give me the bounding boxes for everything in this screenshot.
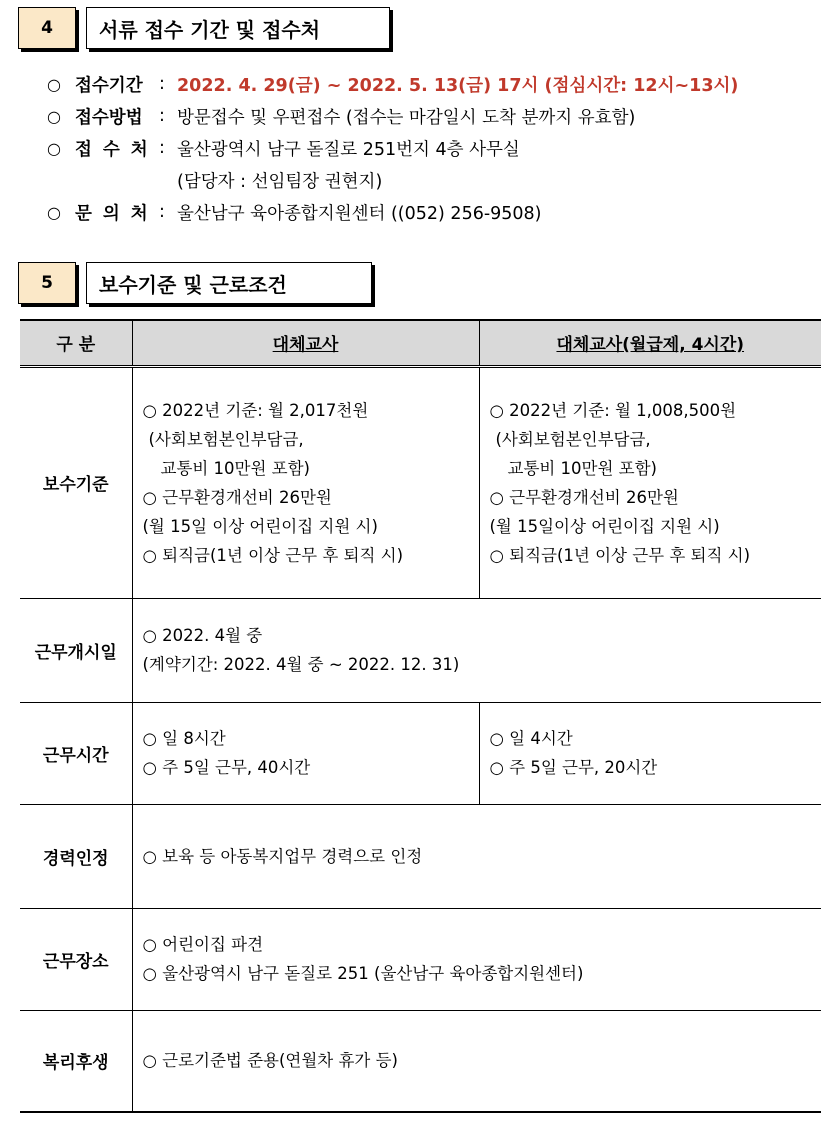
table-row bbox=[20, 702, 821, 804]
header-substitute-teacher-monthly: 대체교사(월급제, 4시간) bbox=[479, 320, 821, 366]
item-sub-value: (담당자 : 선임팀장 권현지) bbox=[177, 171, 383, 192]
table-row bbox=[20, 366, 821, 598]
table-row bbox=[20, 1010, 821, 1112]
place-content: ○ 어린이집 파견 ○ 울산광역시 남구 돋질로 251 (울산남구 육아종합지원센터) bbox=[132, 908, 821, 1010]
row-label-place: 근무장소 bbox=[20, 908, 132, 1010]
item-label: 문의처 bbox=[75, 203, 159, 224]
hours-col2: ○ 일 4시간 ○ 주 5일 근무, 20시간 bbox=[479, 702, 821, 804]
section-title: 서류 접수 기간 및 접수처 bbox=[86, 7, 390, 49]
table-row bbox=[20, 908, 821, 1010]
item-label: 접수방법 bbox=[75, 107, 143, 128]
list-item: ○ 접수처 : 울산광역시 남구 돋질로 251번지 4층 사무실 bbox=[47, 132, 827, 164]
section-title: 보수기준 및 근로조건 bbox=[86, 262, 372, 304]
table-header-row bbox=[20, 320, 821, 366]
row-label-career: 경력인정 bbox=[20, 804, 132, 908]
item-value: 2022. 4. 29(금) ~ 2022. 5. 13(금) 17시 (점심시간: 12시~13시) bbox=[177, 75, 739, 96]
list-item: ○ 문의처 : 울산남구 육아종합지원센터 ((052) 256-9508) bbox=[47, 196, 827, 228]
item-value: 방문접수 및 우편접수 (접수는 마감일시 도착 분까지 유효함) bbox=[177, 107, 636, 128]
start-content: ○ 2022. 4월 중 (계약기간: 2022. 4월 중 ~ 2022. 12. 31) bbox=[132, 598, 821, 702]
item-label: 접수처 bbox=[75, 139, 159, 160]
row-label-hours: 근무시간 bbox=[20, 702, 132, 804]
list-item: ○ 접수방법 : 방문접수 및 우편접수 (접수는 마감일시 도착 분까지 유효함) bbox=[47, 100, 827, 132]
section-number: 5 bbox=[18, 262, 76, 304]
row-label-pay: 보수기준 bbox=[20, 366, 132, 598]
list-item-sub bbox=[47, 164, 827, 196]
pay-col1: ○ 2022년 기준: 월 2,017천원 (사회보험본인부담금, 교통비 10만원 포함) ○ 근무환경개선비 26만원 (월 15일 이상 어린이집 지원 시) ○ 퇴직금(1년 이상 근무 후 퇴직 시) bbox=[132, 366, 479, 598]
application-info-list bbox=[47, 68, 827, 228]
header-category: 구 분 bbox=[20, 320, 132, 366]
circle-bullet-icon: ○ bbox=[47, 138, 61, 158]
row-label-start: 근무개시일 bbox=[20, 598, 132, 702]
row-label-welfare: 복리후생 bbox=[20, 1010, 132, 1112]
pay-col2: ○ 2022년 기준: 월 1,008,500원 (사회보험본인부담금, 교통비 10만원 포함) ○ 근무환경개선비 26만원 (월 15일이상 어린이집 지원 시) ○ 퇴직금(1년 이상 근무 후 퇴직 시) bbox=[479, 366, 821, 598]
circle-bullet-icon: ○ bbox=[47, 106, 61, 126]
conditions-table bbox=[20, 319, 821, 1113]
item-label: 접수기간 bbox=[75, 75, 143, 96]
table-row bbox=[20, 804, 821, 908]
section-number: 4 bbox=[18, 7, 76, 49]
hours-col1: ○ 일 8시간 ○ 주 5일 근무, 40시간 bbox=[132, 702, 479, 804]
career-content: ○ 보육 등 아동복지업무 경력으로 인정 bbox=[132, 804, 821, 908]
table-row bbox=[20, 598, 821, 702]
list-item: ○ 접수기간 : 2022. 4. 29(금) ~ 2022. 5. 13(금) 17시 (점심시간: 12시~13시) bbox=[47, 68, 827, 100]
item-value: 울산광역시 남구 돋질로 251번지 4층 사무실 bbox=[177, 139, 520, 160]
circle-bullet-icon: ○ bbox=[47, 202, 61, 222]
welfare-content: ○ 근로기준법 준용(연월차 휴가 등) bbox=[132, 1010, 821, 1112]
item-value: 울산남구 육아종합지원센터 ((052) 256-9508) bbox=[177, 203, 542, 224]
circle-bullet-icon: ○ bbox=[47, 74, 61, 94]
header-substitute-teacher: 대체교사 bbox=[132, 320, 479, 366]
